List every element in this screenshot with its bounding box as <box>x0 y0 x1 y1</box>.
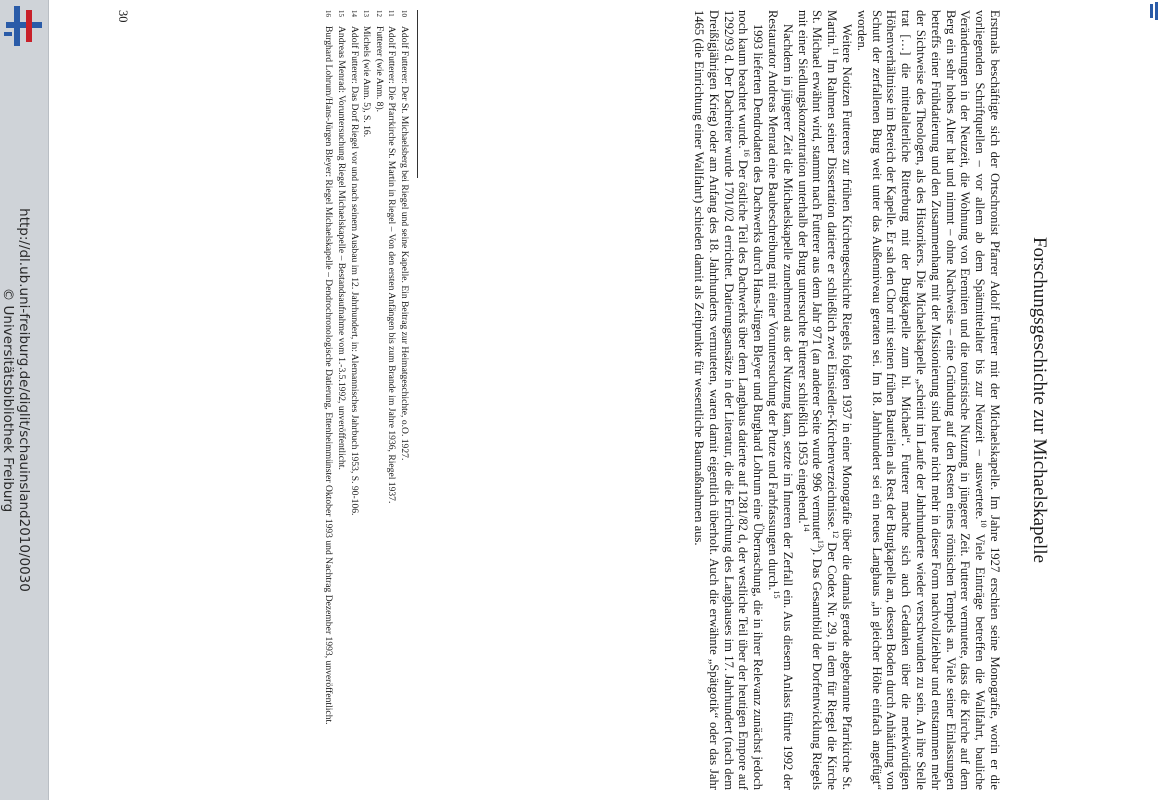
paragraph-2: Weitere Notizen Futterers zur frühen Kirchengeschichte Riegels folgten 1937 in einer Monografie über die damals gerade abgebrannte Pfarrkirche St. Martin.$^{11}$ Im Rahmen seiner Dissertation datierte er schließlich zwei Einsiedler-Kirchenverzeichnisse.$^{12}$ Der Codex Nr. 29, in dem für Riegel die Kirche St. Michael erwähnt wird, stammt nach Futterer aus dem Jahr 971 (an anderer Seite wurde 996 vermutet$^{13}$). Das Gesamtbild der Dorfentwicklung Riegels mit einer Siedlungskonzentration unterhalb der Burg untersuchte Futterer schließlich 1953 eingehend.$^{14}$ <box>795 10 855 790</box>
footnote-ref[interactable]: 14 <box>801 523 811 532</box>
paragraph-4: 1993 lieferten Dendrodaten des Dachwerks durch Hans-Jürgen Bleyer und Burghard Lohrum eine Überraschung, die in ihrer Relevanz zunächst jedoch noch kaum beachtet wurde.$^{16}$ Der östliche Teil des Dachwerks über dem Langhaus datierte auf 1281/82 d, der westliche Teil über der heutigen Empore auf 1292/93 d. Der Dachreiter wurde 1701/02 d errichtet. Datierungsansätze in der Literatur, die die Errichtung des Langhauses im 17. Jahrhundert (nach dem Dreißigjährigen Krieg) oder am Anfang des 18. Jahrhunderts vermuteten, waren damit eigentlich überholt. Auch die erwähnte „Spätgotik“ oder das Jahr 1465 (die Einrichtung einer Wallfahrt) schieden damit als Zeitpunkte für wesentliche Baumaßnahmen aus. <box>692 10 766 790</box>
footnote-ref[interactable]: 12 <box>831 530 841 539</box>
document-url[interactable]: http://dl.ub.uni-freiburg.de/diglit/schauinsland2010/0030 <box>16 208 32 592</box>
footnote: 13 Michels (wie Anm. 5), S. 16. <box>361 10 373 138</box>
body-text <box>691 10 1002 790</box>
library-logo[interactable] <box>0 0 48 56</box>
copyright-notice: © Universitätsbibliothek Freiburg <box>0 287 16 513</box>
viewer-sidebar <box>0 0 49 800</box>
footnote: 11 Adolf Futterer: Die Pfarrkirche St. Martin in Riegel – Von den ersten Anfängen bis zum Brande im Jahre 1936, Riegel 1937. <box>386 10 398 504</box>
footnote-ref[interactable]: 13 <box>816 539 826 548</box>
rotated-page-content <box>110 0 1050 800</box>
footnote-ref[interactable]: 11 <box>831 47 841 56</box>
footnotes <box>322 10 410 790</box>
footnote: 12 Futterer (wie Anm. 8). <box>373 10 385 113</box>
page-number: 30 <box>116 10 130 23</box>
footnote-divider <box>417 10 418 178</box>
page-title: Forschungsgeschichte zur Michaelskapelle <box>1029 236 1050 564</box>
footnote-ref[interactable]: 16 <box>742 148 752 157</box>
edge-logo-fragment <box>1150 0 1159 22</box>
footnote-ref[interactable]: 10 <box>979 519 989 528</box>
footnote: 15 Andreas Menrad: Voruntersuchung Riegel Michaelskapelle – Bestandsaufnahme vom 1.-3.5.1992, unveröffentlicht. <box>336 10 348 470</box>
paragraph-1: Erstmals beschäftigte sich der Ortschronist Pfarrer Adolf Futterer mit der Michaelskapelle. Im Jahre 1927 erschien seine Monografie, worin er die vorliegenden Schriftquellen – vor allem ab dem Spätmittelalter bis zur Neuzeit – auswertete.$^{10}$ Viele Einträge betreffen die Wallfahrt, bauliche Veränderungen in der Neuzeit, die Wohnung von Eremiten und die touristische Nutzung in jüngerer Zeit. Futterer vermutete, dass die Kirche auf dem Berg ein sehr hohes Alter hat und nimmt – ohne Nachweise – eine Gründung auf den Resten eines römischen Tempels an. Viele seiner Einlassungen betreffs einer Frühdatierung und den Zusammenhang mit der Missionierung sind heute nicht mehr in dieser Form nachvollziehbar und entstammen mehr der Sichtweise des Theologen, als des Historikers. Die Michaelskapelle „scheint im Laufe der Jahrhunderte wieder verschwunden zu sein. An ihre Stelle trat […] die mittelalterliche Ritterburg mit der Burgkapelle zum hl. Michael“. Futterer machte sich auch Gedanken über die merkwürdigen Höhenverhältnisse im Bereich der Kapelle. Er sah den Chor mit seinen frühen Bauteilen als Rest der Burgkapelle an, dessen Boden durch Anhäufung von Schutt der zerfallenen Burg weit unter das Außenniveau geraten sei. Im 18. Jahrhundert sei ein neues Langhaus „in gleicher Höhe einfach angefügt“ worden. <box>854 10 1002 790</box>
paragraph-3: Nachdem in jüngerer Zeit die Michaelskapelle zunehmend aus der Nutzung kam, setzte im Inneren der Zerfall ein. Aus diesem Anlass führte 1992 der Restaurator Andreas Menrad eine Baubeschreibung mit einer Voruntersuchung der Putze und Farbfassungen durch.$^{15}$ <box>766 10 795 790</box>
footnote: 16 Burghard Lohrum/Hans-Jürgen Bleyer: Riegel Michaelskapelle – Dendrochronologische Datierung, Ettenheimmünster Oktober 1993 und Nachtrag Dezember 1993, unveröffentlicht. <box>323 10 335 725</box>
footnote: 10 Adolf Futterer: Der St. Michaelsberg bei Riegel und seine Kapelle. Ein Beitrag zur Heimatgeschichte, o.O. 1927. <box>399 10 410 461</box>
scanned-page <box>110 0 1050 800</box>
footnote-ref[interactable]: 15 <box>772 590 782 599</box>
footnote: 14 Adolf Futterer: Das Dorf Riegel vor und nach seinem Ausbau im 12. Jahrhundert, in: Alemannisches Jahrbuch 1953, S. 90-106. <box>348 10 360 516</box>
